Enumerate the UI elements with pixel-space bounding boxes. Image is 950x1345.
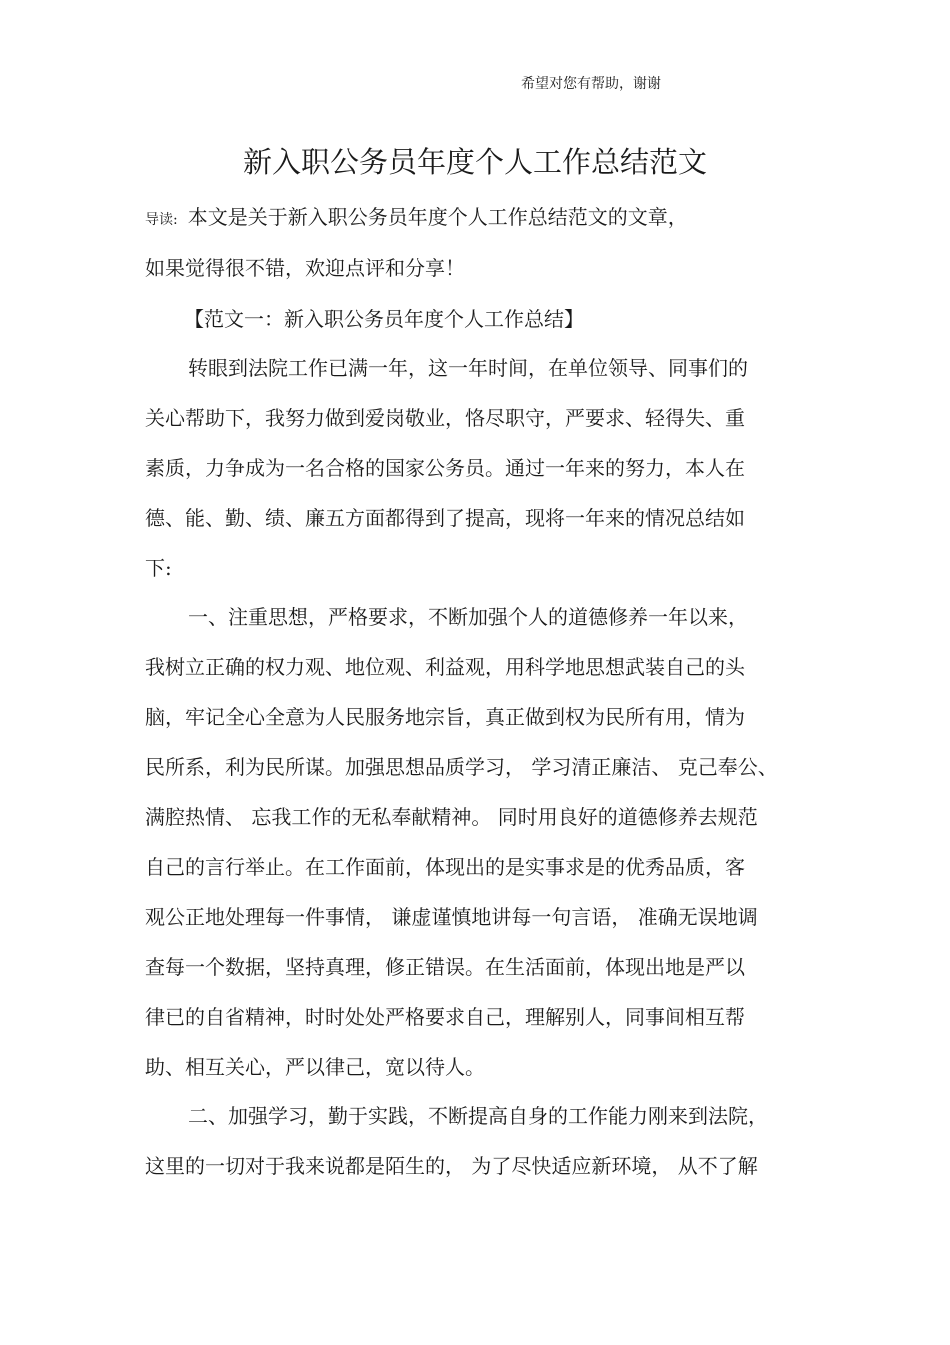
text-line: 观公正地处理每一件事情， 谦虚谨慎地讲每一句言语， 准确无误地调 <box>145 905 758 929</box>
lead-line <box>145 202 688 235</box>
text-line: 查每一个数据，坚持真理，修正错误。在生活面前，体现出地是严以 <box>145 955 745 979</box>
text-line: 本文是关于新入职公务员年度个人工作总结范文的文章， <box>187 205 688 229</box>
text-line: 律已的自省精神，时时处处严格要求自己，理解别人，同事间相互帮 <box>145 1005 745 1029</box>
text-line: 一、注重思想，严格要求，不断加强个人的道德修养一年以来， <box>188 605 748 629</box>
text-line: 素质，力争成为一名合格的国家公务员。通过一年来的努力，本人在 <box>145 456 745 480</box>
header-note: 希望对您有帮助，谢谢 <box>521 76 661 92</box>
document-title: 新入职公务员年度个人工作总结范文 <box>242 145 707 179</box>
lead-label: 导读: <box>145 212 178 228</box>
text-line: 自己的言行举止。在工作面前，体现出的是实事求是的优秀品质，客 <box>145 855 745 879</box>
text-line: 这里的一切对于我来说都是陌生的， 为了尽快适应新环境， 从不了解 <box>145 1154 758 1178</box>
text-line: 民所系，利为民所谋。加强思想品质学习， 学习清正廉洁、 克己奉公、 <box>145 755 778 779</box>
text-line: 德、能、勤、绩、廉五方面都得到了提高，现将一年来的情况总结如 <box>145 506 745 530</box>
text-line: 脑，牢记全心全意为人民服务地宗旨，真正做到权为民所有用，情为 <box>145 705 745 729</box>
text-line: 我树立正确的权力观、地位观、利益观，用科学地思想武装自己的头 <box>145 655 745 679</box>
text-line: 关心帮助下，我努力做到爱岗敬业，恪尽职守，严要求、轻得失、重 <box>145 406 745 430</box>
text-line: 二、加强学习，勤于实践，不断提高自身的工作能力刚来到法院， <box>188 1104 768 1128</box>
text-line: 如果觉得很不错，欢迎点评和分享！ <box>145 256 465 280</box>
text-line: 满腔热情、 忘我工作的无私奉献精神。 同时用良好的道德修养去规范 <box>145 805 758 829</box>
section-heading: 【范文一：新入职公务员年度个人工作总结】 <box>184 307 584 331</box>
text-line: 助、相互关心，严以律己，宽以待人。 <box>145 1055 485 1079</box>
text-line: 下: <box>145 556 172 580</box>
text-line: 转眼到法院工作已满一年，这一年时间，在单位领导、同事们的 <box>188 356 748 380</box>
